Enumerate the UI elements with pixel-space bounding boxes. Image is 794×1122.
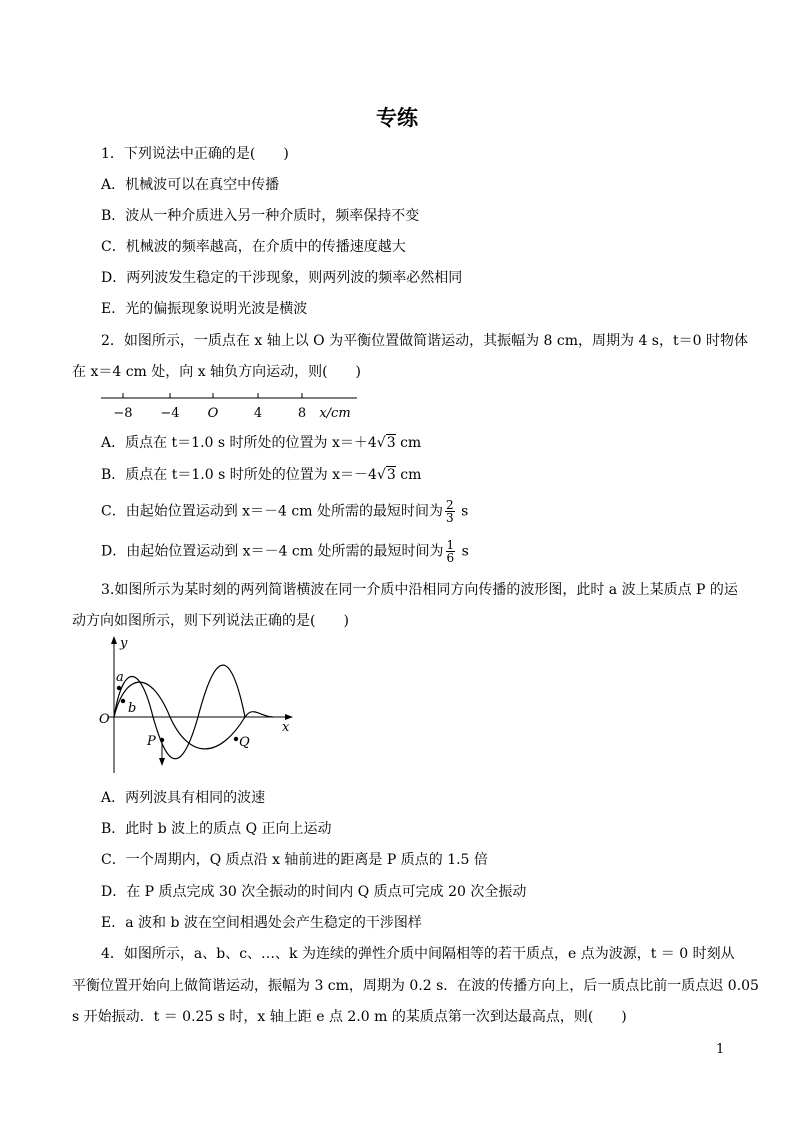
q3-stem-line1: 3.如图所示为某时刻的两列简谐横波在同一介质中沿相同方向传播的波形图，此时 a 波上某质点 P 的运 [101, 582, 738, 598]
tick-label: 8 [297, 406, 307, 421]
q3-stem-line2: 动方向如图所示，则下列说法正确的是( ) [72, 613, 349, 629]
q4-line2: 平衡位置开始向上做简谐运动，振幅为 3 cm，周期为 0.2 s．在波的传播方向上，后一质点比前一质点迟 0.05 [72, 978, 759, 994]
page-title: 专练 [376, 106, 418, 130]
q1-option-a: A．机械波可以在真空中传播 [101, 177, 280, 193]
q1-option-d: D．两列波发生稳定的干涉现象，则两列波的频率必然相同 [101, 270, 463, 286]
tick-label: 4 [253, 406, 263, 421]
q3-option-b: B．此时 b 波上的质点 Q 正向上运动 [101, 821, 332, 837]
q1-option-b: B．波从一种介质进入另一种介质时，频率保持不变 [101, 208, 420, 224]
q2-option-a-radicand: 3 [386, 435, 396, 451]
q4-line3: s 开始振动．t ＝ 0.25 s 时，x 轴上距 e 点 2.0 m 的某质点第一次到达最高点，则( ) [72, 1009, 627, 1025]
q2-option-a-text: A．质点在 t＝1.0 s 时所处的位置为 x＝＋4 [101, 435, 377, 451]
label-P: P [147, 734, 156, 749]
q1-option-c: C．机械波的频率越高，在介质中的传播速度越大 [101, 239, 406, 255]
label-Q: Q [239, 735, 250, 750]
q3-option-e: E．a 波和 b 波在空间相遇处会产生稳定的干涉图样 [101, 915, 422, 931]
q2-option-d [101, 539, 469, 564]
q3-wave-diagram [95, 633, 300, 778]
q2-option-c [101, 499, 468, 524]
q2-option-c-fraction: $\frac{2}{3}$ [445, 498, 454, 525]
label-a: a [116, 670, 124, 685]
q2-option-d-unit: s [457, 543, 469, 560]
axis-label: x/cm [319, 406, 351, 421]
q2-option-b-unit: cm [395, 467, 422, 483]
q2-number-line [95, 390, 365, 424]
q2-option-b: B．质点在 t＝1.0 s 时所处的位置为 x＝－4√3 cm [101, 467, 422, 483]
tick-label: O [207, 406, 219, 421]
q1-option-e: E．光的偏振现象说明光波是横波 [101, 301, 308, 317]
q3-option-c: C．一个周期内，Q 质点沿 x 轴前进的距离是 P 质点的 1.5 倍 [101, 852, 488, 868]
label-x: x [282, 720, 290, 735]
tick-label: −4 [160, 406, 180, 421]
label-origin: O [99, 712, 110, 727]
q2-option-c-text: C．由起始位置运动到 x＝－4 cm 处所需的最短时间为 [101, 503, 443, 520]
q3-option-a: A．两列波具有相同的波速 [101, 790, 266, 806]
page-number: 1 [716, 1042, 725, 1057]
q3-option-d: D．在 P 质点完成 30 次全振动的时间内 Q 质点可完成 20 次全振动 [101, 884, 527, 900]
q2-option-a-unit: cm [395, 435, 422, 451]
q4-line1: 4．如图所示，a、b、c、…、k 为连续的弹性介质中间隔相等的若干质点，e 点为波源，t ＝ 0 时刻从 [101, 946, 735, 962]
q1-stem: 1．下列说法中正确的是( ) [101, 146, 289, 162]
q2-option-b-radicand: 3 [386, 467, 396, 483]
q2-option-c-unit: s [456, 503, 469, 520]
q2-stem-line2: 在 x＝4 cm 处，向 x 轴负方向运动，则( ) [72, 364, 361, 380]
q2-option-b-text: B．质点在 t＝1.0 s 时所处的位置为 x＝－4 [101, 467, 377, 483]
q2-stem-line1: 2．如图所示，一质点在 x 轴上以 O 为平衡位置做简谐运动，其振幅为 8 cm，周期为 4 s，t＝0 时物体 [101, 333, 748, 349]
q2-option-d-fraction: $\frac{1}{6}$ [446, 538, 455, 565]
label-b: b [128, 701, 137, 716]
q2-option-a: A．质点在 t＝1.0 s 时所处的位置为 x＝＋4√3 cm [101, 435, 422, 451]
label-y: y [120, 636, 128, 651]
tick-label: −8 [113, 406, 133, 421]
q2-option-d-text: D．由起始位置运动到 x＝－4 cm 处所需的最短时间为 [101, 543, 444, 560]
